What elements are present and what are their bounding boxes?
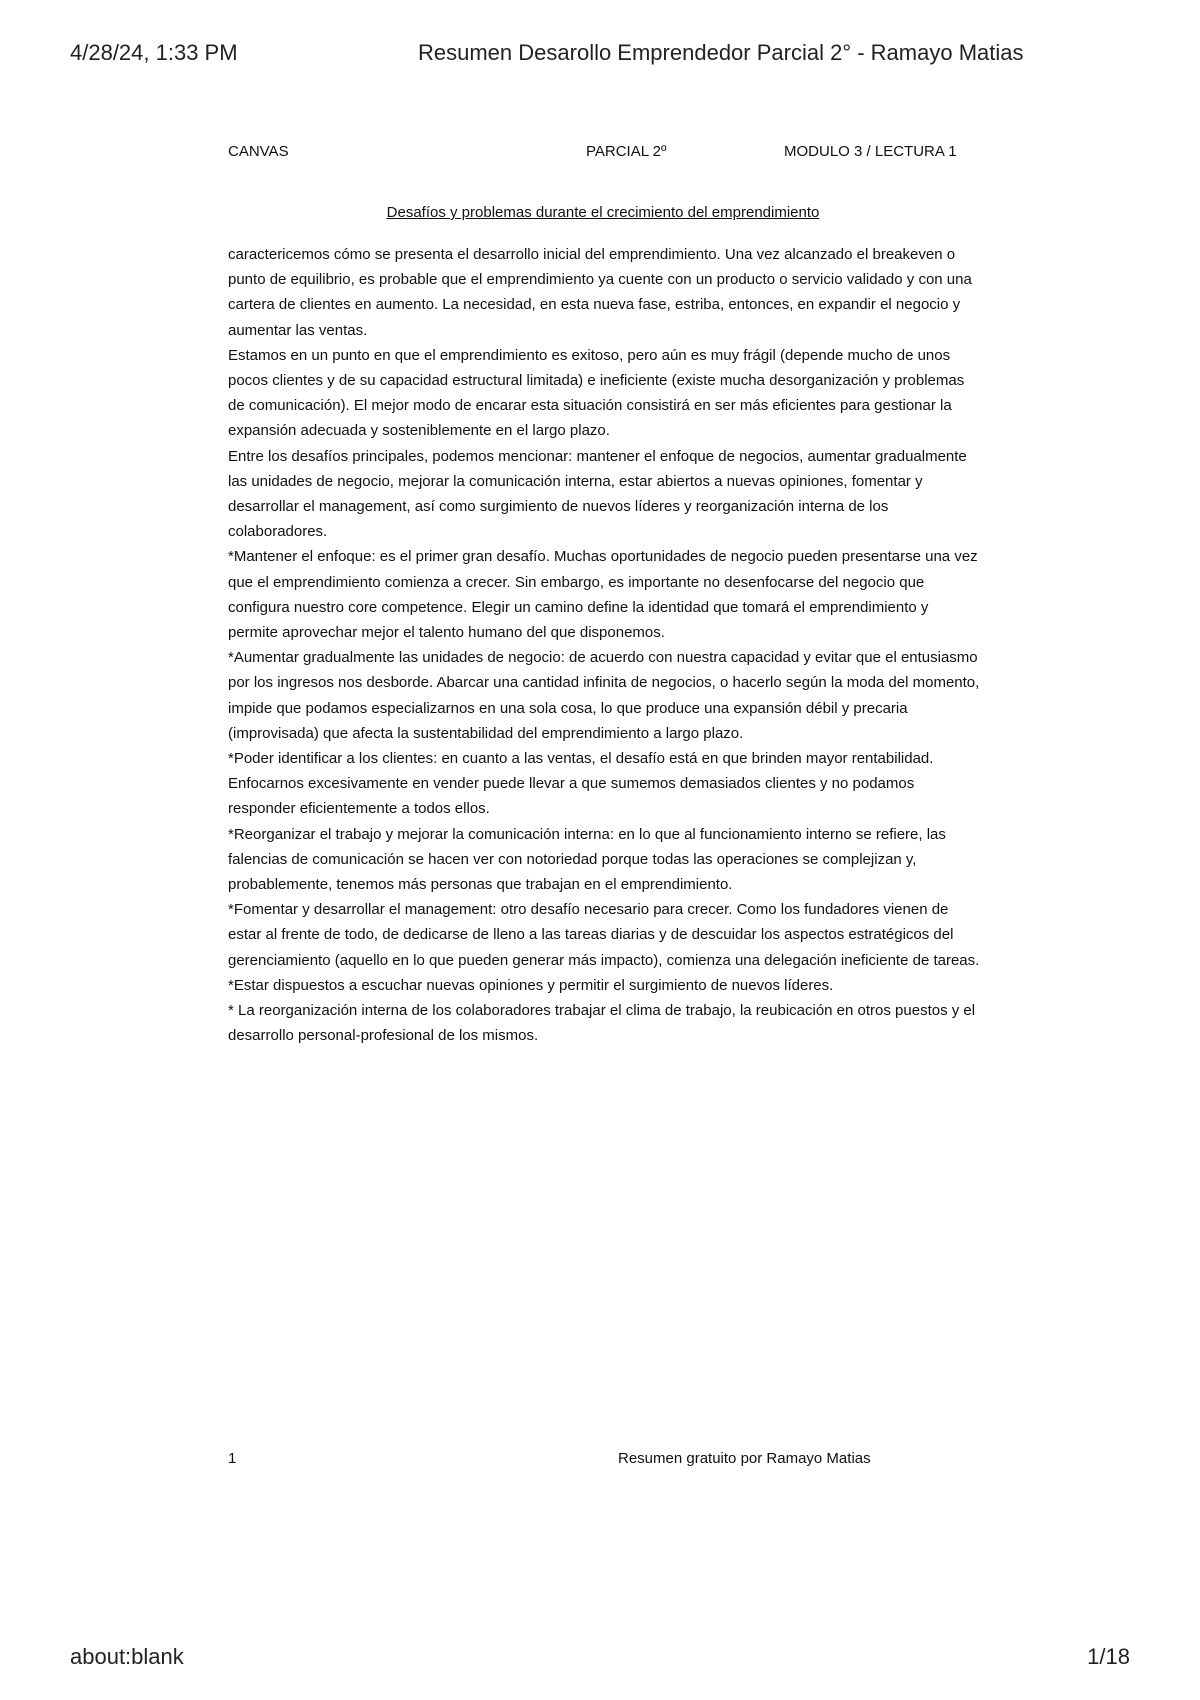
section-title: Desafíos y problemas durante el crecimiento del emprendimiento <box>386 204 820 221</box>
header-module-label: MODULO 3 / LECTURA 1 <box>784 143 957 160</box>
footer-credit: Resumen gratuito por Ramayo Matias <box>618 1450 871 1467</box>
print-url: about:blank <box>70 1644 184 1669</box>
header-parcial-label: PARCIAL 2º <box>586 143 667 160</box>
body-paragraph: * La reorganización interna de los colaboradores trabajar el clima de trabajo, la reubicación en otros puestos y el desarrollo personal-profesional de los mismos. <box>228 1002 976 1045</box>
body-paragraph: *Reorganizar el trabajo y mejorar la comunicación interna: en lo que al funcionamiento interno se refiere, las falencias de comunicación se hacen ver con notoriedad porque todas las operaciones se complejizan y, probablemente, tenemos más personas que trabajan en el emprendimiento. <box>228 825 946 894</box>
body-paragraph: *Aumentar gradualmente las unidades de negocio: de acuerdo con nuestra capacidad y evitar que el entusiasmo por los ingresos nos desborde. Abarcar una cantidad infinita de negocios, o hacerlo según la moda del momento, impide que podamos especializarnos en una sola cosa, lo que produce una expansión débil y precaria (improvisada) que afecta la sustentabilidad del emprendimiento a largo plazo. <box>228 649 980 742</box>
print-footer <box>0 1644 1200 1678</box>
body-paragraph: *Mantener el enfoque: es el primer gran desafío. Muchas oportunidades de negocio pueden presentarse una vez que el emprendimiento comienza a crecer. Sin embargo, es importante no desenfocarse del negocio que configura nuestro core competence. Elegir un camino define la identidad que tomará el emprendimiento y permite aprovechar mejor el talento humano del que disponemos. <box>228 548 978 642</box>
body-paragraph: *Poder identificar a los clientes: en cuanto a las ventas, el desafío está en que brinden mayor rentabilidad. Enfocarnos excesivamente en vender puede llevar a que sumemos demasiados clientes y no podamos responder eficientemente a todos ellos. <box>228 750 934 818</box>
body-paragraph: Estamos en un punto en que el emprendimiento es exitoso, pero aún es muy frágil (depende mucho de unos pocos clientes y de su capacidad estructural limitada) e ineficiente (existe mucha desorganización y problemas de comunicación). El mejor modo de encarar esta situación consistirá en ser más eficientes para gestionar la expansión adecuada y sosteniblemente en el largo plazo. <box>228 346 965 440</box>
body-paragraph: *Estar dispuestos a escuchar nuevas opiniones y permitir el surgimiento de nuevos líderes. <box>228 976 834 994</box>
page-number: 1 <box>228 1450 237 1467</box>
document-footer <box>228 1450 978 1472</box>
print-header <box>0 40 1200 74</box>
print-document-title: Resumen Desarollo Emprendedor Parcial 2° - Ramayo Matias <box>418 40 1024 65</box>
body-paragraph: *Fomentar y desarrollar el management: otro desafío necesario para crecer. Como los fundadores vienen de estar al frente de todo, de dedicarse de lleno a las tareas diarias y de descuidar los aspectos estratégicos del gerenciamiento (aquello en lo que pueden generar más impacto), comienza una delegación ineficiente de tareas. <box>228 901 980 969</box>
print-date: 4/28/24, 1:33 PM <box>70 40 238 65</box>
document-header <box>228 143 978 165</box>
body-paragraph: caractericemos cómo se presenta el desarrollo inicial del emprendimiento. Una vez alcanzado el breakeven o punto de equilibrio, es probable que el emprendimiento ya cuente con un producto o servicio validado y con una cartera de clientes en aumento. La necesidad, en esta nueva fase, estriba, entonces, en expandir el negocio y aumentar las ventas. <box>228 246 972 339</box>
document-body <box>228 242 980 1049</box>
print-page-count: 1/18 <box>1087 1644 1130 1669</box>
body-paragraph: Entre los desafíos principales, podemos mencionar: mantener el enfoque de negocios, aumentar gradualmente las unidades de negocio, mejorar la comunicación interna, estar abiertos a nuevas opiniones, fomentar y desarrollar el management, así como surgimiento de nuevos líderes y reorganización interna de los colaboradores. <box>228 447 967 541</box>
header-canvas-label: CANVAS <box>228 143 289 160</box>
